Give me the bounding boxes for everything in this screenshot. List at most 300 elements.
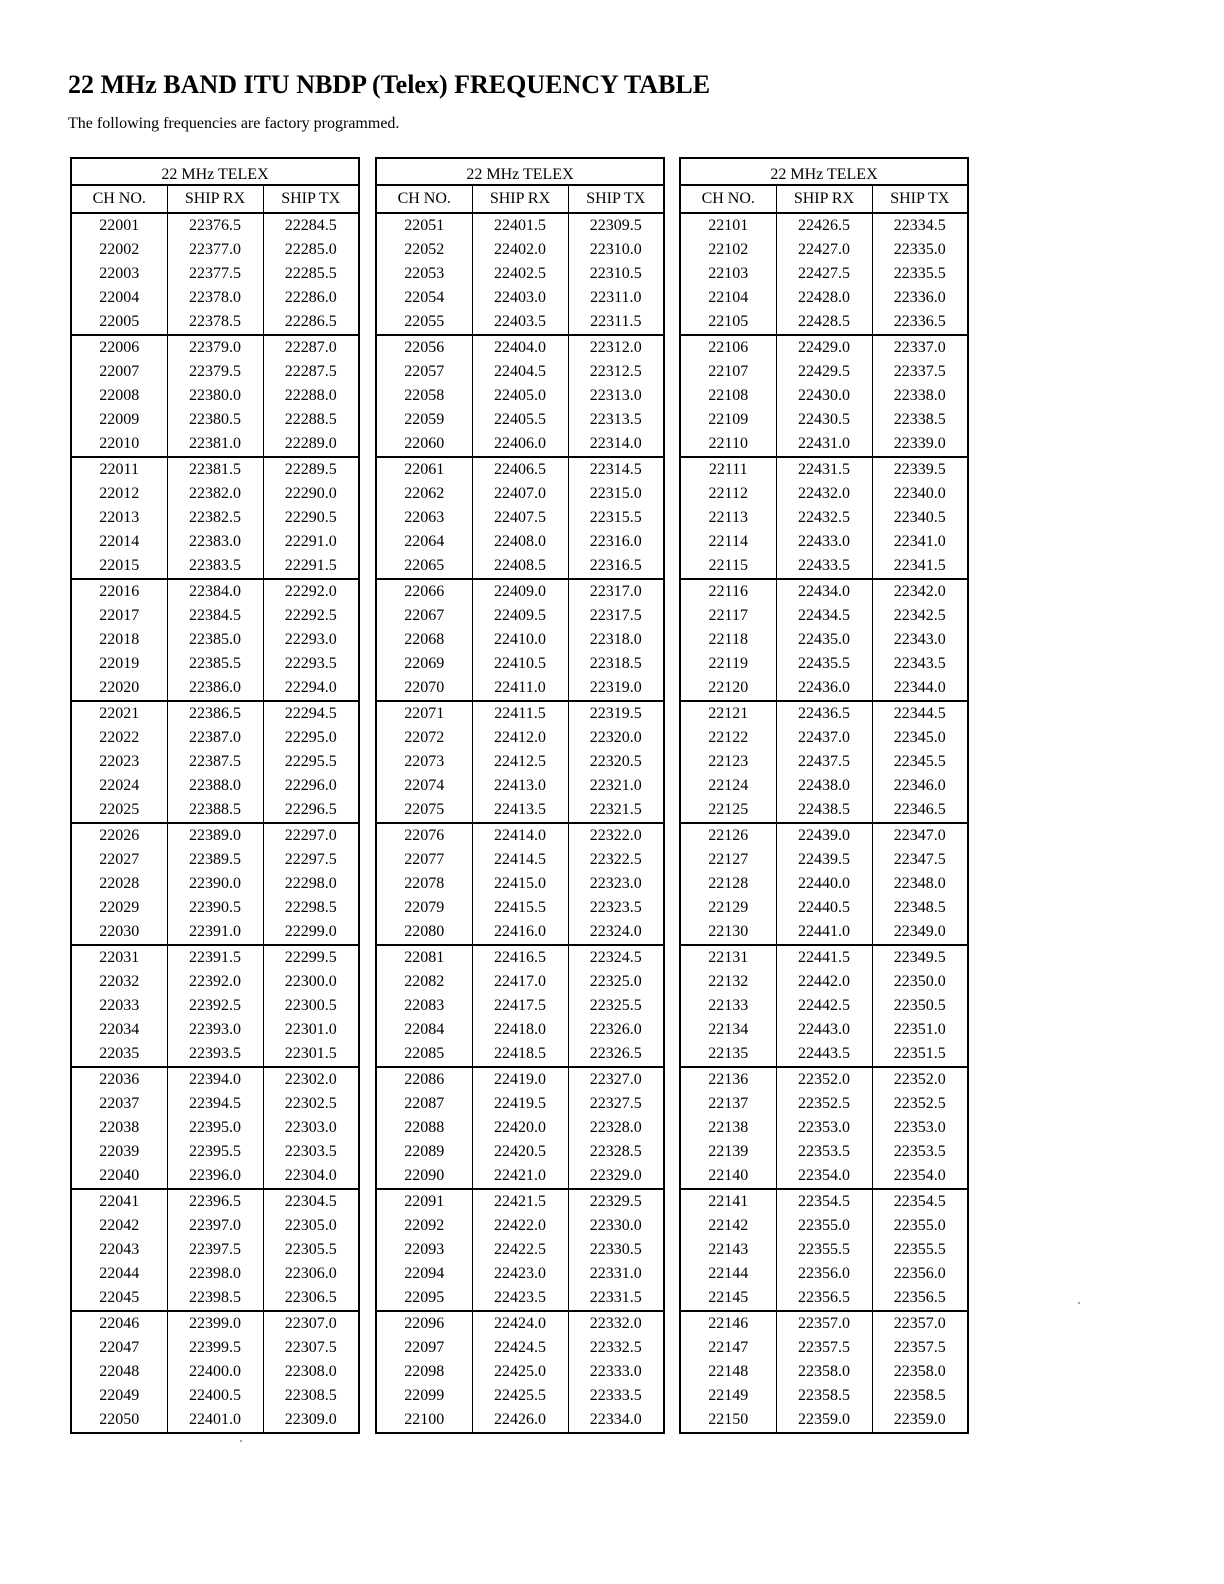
table-row — [680, 1092, 968, 1116]
cell-ship-rx: 22401.0 — [167, 1408, 263, 1433]
cell-ship-rx: 22389.0 — [167, 823, 263, 848]
cell-ship-tx: 22290.5 — [263, 506, 359, 530]
table-row — [71, 750, 359, 774]
cell-ch-no: 22132 — [708, 973, 749, 990]
table-row — [680, 506, 968, 530]
cell-ship-tx: 22348.0 — [872, 872, 968, 896]
cell-ship-tx: 22313.0 — [568, 384, 664, 408]
cell-ship-rx: 22428.5 — [776, 310, 872, 335]
cell-ship-rx: 22382.0 — [167, 482, 263, 506]
table-group-label: 22 MHz TELEX — [376, 158, 664, 185]
cell-ship-tx: 22292.0 — [263, 579, 359, 604]
cell-ship-tx: 22329.0 — [568, 1164, 664, 1189]
cell-ship-tx: 22286.5 — [263, 310, 359, 335]
cell-ship-rx: 22395.5 — [167, 1140, 263, 1164]
table-row — [376, 604, 664, 628]
cell-ship-tx: 22294.5 — [263, 701, 359, 726]
cell-ship-tx: 22328.0 — [568, 1116, 664, 1140]
cell-ship-tx: 22348.5 — [872, 896, 968, 920]
cell-ch-no: 22116 — [708, 583, 748, 600]
cell-ship-rx: 22411.5 — [472, 701, 568, 726]
cell-ship-tx: 22339.0 — [872, 432, 968, 457]
table-row — [680, 360, 968, 384]
cell-ship-tx: 22330.5 — [568, 1238, 664, 1262]
table-row — [680, 750, 968, 774]
cell-ch-no: 22048 — [99, 1363, 140, 1380]
cell-ch-no: 22059 — [404, 411, 445, 428]
table-row — [376, 384, 664, 408]
cell-ch-no: 22066 — [404, 583, 445, 600]
cell-ship-tx: 22324.0 — [568, 920, 664, 945]
cell-ch-no: 22086 — [404, 1071, 445, 1088]
cell-ch-no: 22147 — [708, 1339, 749, 1356]
cell-ship-rx: 22412.5 — [472, 750, 568, 774]
table-row — [680, 604, 968, 628]
cell-ship-rx: 22426.5 — [776, 213, 872, 238]
cell-ch-no: 22027 — [99, 851, 140, 868]
cell-ship-rx: 22411.0 — [472, 676, 568, 701]
cell-ship-rx: 22435.0 — [776, 628, 872, 652]
cell-ship-tx: 22338.0 — [872, 384, 968, 408]
cell-ch-no: 22063 — [404, 509, 445, 526]
cell-ch-no: 22012 — [99, 485, 140, 502]
cell-ship-rx: 22388.0 — [167, 774, 263, 798]
cell-ship-tx: 22307.0 — [263, 1311, 359, 1336]
cell-ch-no: 22008 — [99, 387, 140, 404]
cell-ship-rx: 22384.0 — [167, 579, 263, 604]
table-row — [376, 1164, 664, 1189]
cell-ship-rx: 22423.5 — [472, 1286, 568, 1311]
cell-ch-no: 22054 — [404, 289, 445, 306]
cell-ship-tx: 22319.0 — [568, 676, 664, 701]
cell-ship-tx: 22316.0 — [568, 530, 664, 554]
cell-ch-no: 22143 — [708, 1241, 749, 1258]
table-row — [71, 1311, 359, 1336]
table-row — [680, 652, 968, 676]
table-row — [71, 872, 359, 896]
cell-ch-no: 22093 — [404, 1241, 445, 1258]
cell-ch-no: 22064 — [404, 533, 445, 550]
cell-ch-no: 22123 — [708, 753, 749, 770]
cell-ship-tx: 22356.5 — [872, 1286, 968, 1311]
cell-ch-no: 22029 — [99, 899, 140, 916]
table-row — [680, 1214, 968, 1238]
column-header-ship-tx: SHIP TX — [568, 185, 664, 213]
cell-ch-no: 22089 — [404, 1143, 445, 1160]
table-row — [376, 1384, 664, 1408]
table-row — [376, 1140, 664, 1164]
cell-ch-no: 22145 — [680, 1286, 776, 1311]
cell-ship-tx: 22336.0 — [872, 286, 968, 310]
cell-ship-rx: 22439.5 — [776, 848, 872, 872]
table-row — [71, 554, 359, 579]
table-row — [680, 701, 968, 726]
table-row — [680, 1238, 968, 1262]
cell-ship-tx: 22334.5 — [872, 213, 968, 238]
table-row — [680, 1018, 968, 1042]
cell-ship-rx: 22439.0 — [776, 823, 872, 848]
cell-ship-tx: 22291.5 — [263, 554, 359, 579]
cell-ship-tx: 22339.5 — [872, 457, 968, 482]
cell-ship-tx: 22297.0 — [263, 823, 359, 848]
cell-ship-tx: 22337.0 — [872, 335, 968, 360]
cell-ship-rx: 22402.0 — [472, 238, 568, 262]
cell-ship-tx: 22315.0 — [568, 482, 664, 506]
cell-ch-no: 22140 — [680, 1164, 776, 1189]
cell-ch-no: 22087 — [404, 1095, 445, 1112]
table-row — [376, 579, 664, 604]
table-row — [376, 1067, 664, 1092]
table-row — [376, 994, 664, 1018]
cell-ship-rx: 22354.5 — [776, 1189, 872, 1214]
cell-ship-tx: 22356.0 — [872, 1262, 968, 1286]
table-row — [376, 1042, 664, 1067]
cell-ship-tx: 22353.0 — [872, 1116, 968, 1140]
cell-ship-tx: 22284.5 — [263, 213, 359, 238]
table-row — [376, 970, 664, 994]
cell-ch-no: 22035 — [71, 1042, 167, 1067]
cell-ship-rx: 22386.5 — [167, 701, 263, 726]
cell-ship-rx: 22383.0 — [167, 530, 263, 554]
cell-ship-rx: 22381.5 — [167, 457, 263, 482]
cell-ch-no: 22010 — [71, 432, 167, 457]
cell-ship-rx: 22415.0 — [472, 872, 568, 896]
table-row — [680, 335, 968, 360]
cell-ch-no: 22049 — [99, 1387, 140, 1404]
table-row — [376, 554, 664, 579]
cell-ship-tx: 22351.5 — [872, 1042, 968, 1067]
cell-ch-no: 22057 — [404, 363, 445, 380]
cell-ch-no: 22138 — [708, 1119, 749, 1136]
cell-ship-rx: 22429.0 — [776, 335, 872, 360]
cell-ship-rx: 22379.5 — [167, 360, 263, 384]
table-row — [680, 213, 968, 238]
cell-ship-rx: 22413.5 — [472, 798, 568, 823]
cell-ship-rx: 22440.0 — [776, 872, 872, 896]
table-row — [71, 335, 359, 360]
cell-ship-tx: 22317.5 — [568, 604, 664, 628]
cell-ship-tx: 22306.5 — [263, 1286, 359, 1311]
cell-ship-tx: 22343.5 — [872, 652, 968, 676]
cell-ch-no: 22124 — [708, 777, 749, 794]
cell-ship-rx: 22396.0 — [167, 1164, 263, 1189]
cell-ship-rx: 22418.5 — [472, 1042, 568, 1067]
cell-ch-no: 22038 — [99, 1119, 140, 1136]
table-row — [71, 726, 359, 750]
cell-ch-no: 22056 — [404, 339, 445, 356]
cell-ship-tx: 22313.5 — [568, 408, 664, 432]
column-header-ship-rx: SHIP RX — [776, 185, 872, 213]
table-row — [71, 920, 359, 945]
table-row — [71, 823, 359, 848]
table-row — [71, 506, 359, 530]
cell-ship-tx: 22309.5 — [568, 213, 664, 238]
table-row — [680, 848, 968, 872]
cell-ship-rx: 22404.0 — [472, 335, 568, 360]
cell-ship-rx: 22377.5 — [167, 262, 263, 286]
cell-ship-tx: 22340.5 — [872, 506, 968, 530]
table-row — [680, 896, 968, 920]
cell-ship-rx: 22432.5 — [776, 506, 872, 530]
cell-ship-tx: 22326.5 — [568, 1042, 664, 1067]
cell-ship-tx: 22323.0 — [568, 872, 664, 896]
cell-ch-no: 22125 — [680, 798, 776, 823]
cell-ch-no: 22082 — [404, 973, 445, 990]
cell-ch-no: 22136 — [708, 1071, 749, 1088]
cell-ship-rx: 22357.5 — [776, 1336, 872, 1360]
cell-ship-rx: 22398.0 — [167, 1262, 263, 1286]
column-header-ship-rx: SHIP RX — [472, 185, 568, 213]
cell-ch-no: 22119 — [708, 655, 748, 672]
table-row — [680, 432, 968, 457]
table-row — [376, 408, 664, 432]
table-row — [71, 1018, 359, 1042]
cell-ch-no: 22051 — [404, 217, 445, 234]
cell-ship-rx: 22443.0 — [776, 1018, 872, 1042]
cell-ch-no: 22073 — [404, 753, 445, 770]
cell-ch-no: 22108 — [708, 387, 749, 404]
scan-speck — [240, 1440, 242, 1442]
cell-ship-rx: 22390.0 — [167, 872, 263, 896]
table-row — [71, 896, 359, 920]
table-row — [71, 652, 359, 676]
cell-ship-tx: 22333.0 — [568, 1360, 664, 1384]
table-row — [680, 970, 968, 994]
page-title: 22 MHz BAND ITU NBDP (Telex) FREQUENCY TABLE — [68, 70, 711, 99]
table-row — [376, 896, 664, 920]
table-row — [71, 1116, 359, 1140]
table-row — [71, 238, 359, 262]
cell-ch-no: 22091 — [404, 1193, 445, 1210]
cell-ch-no: 22142 — [708, 1217, 749, 1234]
cell-ship-tx: 22325.5 — [568, 994, 664, 1018]
cell-ship-tx: 22305.0 — [263, 1214, 359, 1238]
table-row — [71, 213, 359, 238]
cell-ch-no: 22009 — [99, 411, 140, 428]
cell-ch-no: 22018 — [99, 631, 140, 648]
cell-ch-no: 22085 — [376, 1042, 472, 1067]
cell-ship-rx: 22358.5 — [776, 1384, 872, 1408]
cell-ship-rx: 22378.0 — [167, 286, 263, 310]
table-row — [376, 750, 664, 774]
cell-ch-no: 22067 — [404, 607, 445, 624]
cell-ship-rx: 22409.5 — [472, 604, 568, 628]
cell-ch-no: 22097 — [404, 1339, 445, 1356]
cell-ship-tx: 22355.5 — [872, 1238, 968, 1262]
cell-ship-tx: 22290.0 — [263, 482, 359, 506]
cell-ship-tx: 22359.0 — [872, 1408, 968, 1433]
table-row — [376, 823, 664, 848]
table-row — [376, 872, 664, 896]
cell-ship-tx: 22295.0 — [263, 726, 359, 750]
cell-ship-tx: 22303.0 — [263, 1116, 359, 1140]
cell-ch-no: 22026 — [99, 827, 140, 844]
cell-ch-no: 22084 — [404, 1021, 445, 1038]
cell-ship-tx: 22349.0 — [872, 920, 968, 945]
cell-ship-tx: 22304.0 — [263, 1164, 359, 1189]
cell-ch-no: 22005 — [71, 310, 167, 335]
cell-ship-tx: 22299.0 — [263, 920, 359, 945]
table-row — [680, 554, 968, 579]
cell-ship-rx: 22397.5 — [167, 1238, 263, 1262]
cell-ch-no: 22137 — [708, 1095, 749, 1112]
cell-ship-rx: 22424.5 — [472, 1336, 568, 1360]
cell-ship-tx: 22308.5 — [263, 1384, 359, 1408]
cell-ch-no: 22115 — [680, 554, 776, 579]
table-row — [376, 432, 664, 457]
cell-ship-tx: 22287.5 — [263, 360, 359, 384]
table-row — [680, 384, 968, 408]
table-row — [376, 676, 664, 701]
table-row — [680, 1116, 968, 1140]
cell-ship-rx: 22425.5 — [472, 1384, 568, 1408]
cell-ship-tx: 22288.0 — [263, 384, 359, 408]
cell-ship-tx: 22346.0 — [872, 774, 968, 798]
cell-ship-tx: 22330.0 — [568, 1214, 664, 1238]
cell-ship-tx: 22289.5 — [263, 457, 359, 482]
cell-ch-no: 22019 — [99, 655, 140, 672]
cell-ship-tx: 22336.5 — [872, 310, 968, 335]
cell-ship-rx: 22414.5 — [472, 848, 568, 872]
table-row — [71, 457, 359, 482]
cell-ch-no: 22144 — [708, 1265, 749, 1282]
column-header-ship-tx: SHIP TX — [872, 185, 968, 213]
cell-ship-rx: 22431.5 — [776, 457, 872, 482]
cell-ship-rx: 22408.5 — [472, 554, 568, 579]
frequency-table-1 — [70, 157, 360, 1434]
table-row — [71, 1164, 359, 1189]
table-row — [680, 920, 968, 945]
cell-ship-rx: 22433.5 — [776, 554, 872, 579]
cell-ch-no: 22081 — [404, 949, 445, 966]
cell-ship-tx: 22338.5 — [872, 408, 968, 432]
cell-ch-no: 22039 — [99, 1143, 140, 1160]
cell-ch-no: 22045 — [71, 1286, 167, 1311]
cell-ship-tx: 22303.5 — [263, 1140, 359, 1164]
cell-ship-rx: 22358.0 — [776, 1360, 872, 1384]
cell-ship-tx: 22322.0 — [568, 823, 664, 848]
cell-ship-rx: 22442.0 — [776, 970, 872, 994]
cell-ship-tx: 22306.0 — [263, 1262, 359, 1286]
cell-ship-tx: 22294.0 — [263, 676, 359, 701]
cell-ship-rx: 22380.5 — [167, 408, 263, 432]
table-row — [680, 457, 968, 482]
table-row — [71, 604, 359, 628]
table-row — [376, 1092, 664, 1116]
cell-ch-no: 22130 — [680, 920, 776, 945]
cell-ship-tx: 22304.5 — [263, 1189, 359, 1214]
cell-ship-rx: 22405.5 — [472, 408, 568, 432]
table-row — [376, 1214, 664, 1238]
cell-ship-tx: 22358.0 — [872, 1360, 968, 1384]
cell-ship-tx: 22346.5 — [872, 798, 968, 823]
cell-ch-no: 22094 — [404, 1265, 445, 1282]
cell-ship-rx: 22403.5 — [472, 310, 568, 335]
cell-ch-no: 22040 — [71, 1164, 167, 1189]
cell-ship-rx: 22400.0 — [167, 1360, 263, 1384]
cell-ship-tx: 22352.0 — [872, 1067, 968, 1092]
cell-ch-no: 22105 — [680, 310, 776, 335]
column-header-ship-rx: SHIP RX — [167, 185, 263, 213]
cell-ship-rx: 22353.5 — [776, 1140, 872, 1164]
column-header-ch-no: CH NO. — [680, 185, 776, 213]
cell-ship-tx: 22286.0 — [263, 286, 359, 310]
cell-ship-rx: 22352.5 — [776, 1092, 872, 1116]
cell-ship-rx: 22393.0 — [167, 1018, 263, 1042]
cell-ship-rx: 22438.5 — [776, 798, 872, 823]
table-row — [376, 506, 664, 530]
cell-ship-tx: 22309.0 — [263, 1408, 359, 1433]
cell-ship-tx: 22312.0 — [568, 335, 664, 360]
cell-ch-no: 22032 — [99, 973, 140, 990]
cell-ship-rx: 22410.5 — [472, 652, 568, 676]
cell-ch-no: 22069 — [404, 655, 445, 672]
page-subtitle: The following frequencies are factory programmed. — [68, 115, 400, 132]
cell-ch-no: 22131 — [708, 949, 749, 966]
cell-ch-no: 22033 — [99, 997, 140, 1014]
cell-ship-rx: 22426.0 — [472, 1408, 568, 1433]
cell-ship-rx: 22414.0 — [472, 823, 568, 848]
cell-ship-rx: 22355.0 — [776, 1214, 872, 1238]
cell-ch-no: 22028 — [99, 875, 140, 892]
cell-ship-tx: 22285.5 — [263, 262, 359, 286]
cell-ship-rx: 22356.5 — [776, 1286, 872, 1311]
table-row — [376, 457, 664, 482]
cell-ch-no: 22112 — [708, 485, 748, 502]
cell-ship-tx: 22327.0 — [568, 1067, 664, 1092]
table-row — [680, 1140, 968, 1164]
table-row — [71, 628, 359, 652]
cell-ship-tx: 22343.0 — [872, 628, 968, 652]
cell-ch-no: 22077 — [404, 851, 445, 868]
cell-ship-tx: 22342.5 — [872, 604, 968, 628]
table-row — [376, 1360, 664, 1384]
table-row — [376, 1286, 664, 1311]
table-row — [376, 262, 664, 286]
cell-ship-rx: 22384.5 — [167, 604, 263, 628]
cell-ship-tx: 22302.5 — [263, 1092, 359, 1116]
cell-ship-tx: 22351.0 — [872, 1018, 968, 1042]
cell-ship-rx: 22399.0 — [167, 1311, 263, 1336]
cell-ship-tx: 22285.0 — [263, 238, 359, 262]
cell-ship-rx: 22416.5 — [472, 945, 568, 970]
cell-ship-rx: 22441.0 — [776, 920, 872, 945]
table-row — [680, 1067, 968, 1092]
table-row — [71, 994, 359, 1018]
table-row — [680, 286, 968, 310]
table-group-label: 22 MHz TELEX — [680, 158, 968, 185]
table-row — [71, 262, 359, 286]
cell-ship-rx: 22437.5 — [776, 750, 872, 774]
cell-ship-tx: 22340.0 — [872, 482, 968, 506]
table-body — [376, 213, 664, 1433]
cell-ch-no: 22078 — [404, 875, 445, 892]
cell-ship-rx: 22442.5 — [776, 994, 872, 1018]
cell-ship-rx: 22419.5 — [472, 1092, 568, 1116]
cell-ch-no: 22031 — [99, 949, 140, 966]
cell-ship-rx: 22410.0 — [472, 628, 568, 652]
cell-ship-rx: 22403.0 — [472, 286, 568, 310]
cell-ch-no: 22060 — [376, 432, 472, 457]
cell-ship-rx: 22398.5 — [167, 1286, 263, 1311]
cell-ch-no: 22075 — [376, 798, 472, 823]
cell-ship-rx: 22353.0 — [776, 1116, 872, 1140]
cell-ship-tx: 22310.0 — [568, 238, 664, 262]
cell-ch-no: 22076 — [404, 827, 445, 844]
cell-ch-no: 22083 — [404, 997, 445, 1014]
table-row — [680, 676, 968, 701]
table-row — [71, 1067, 359, 1092]
